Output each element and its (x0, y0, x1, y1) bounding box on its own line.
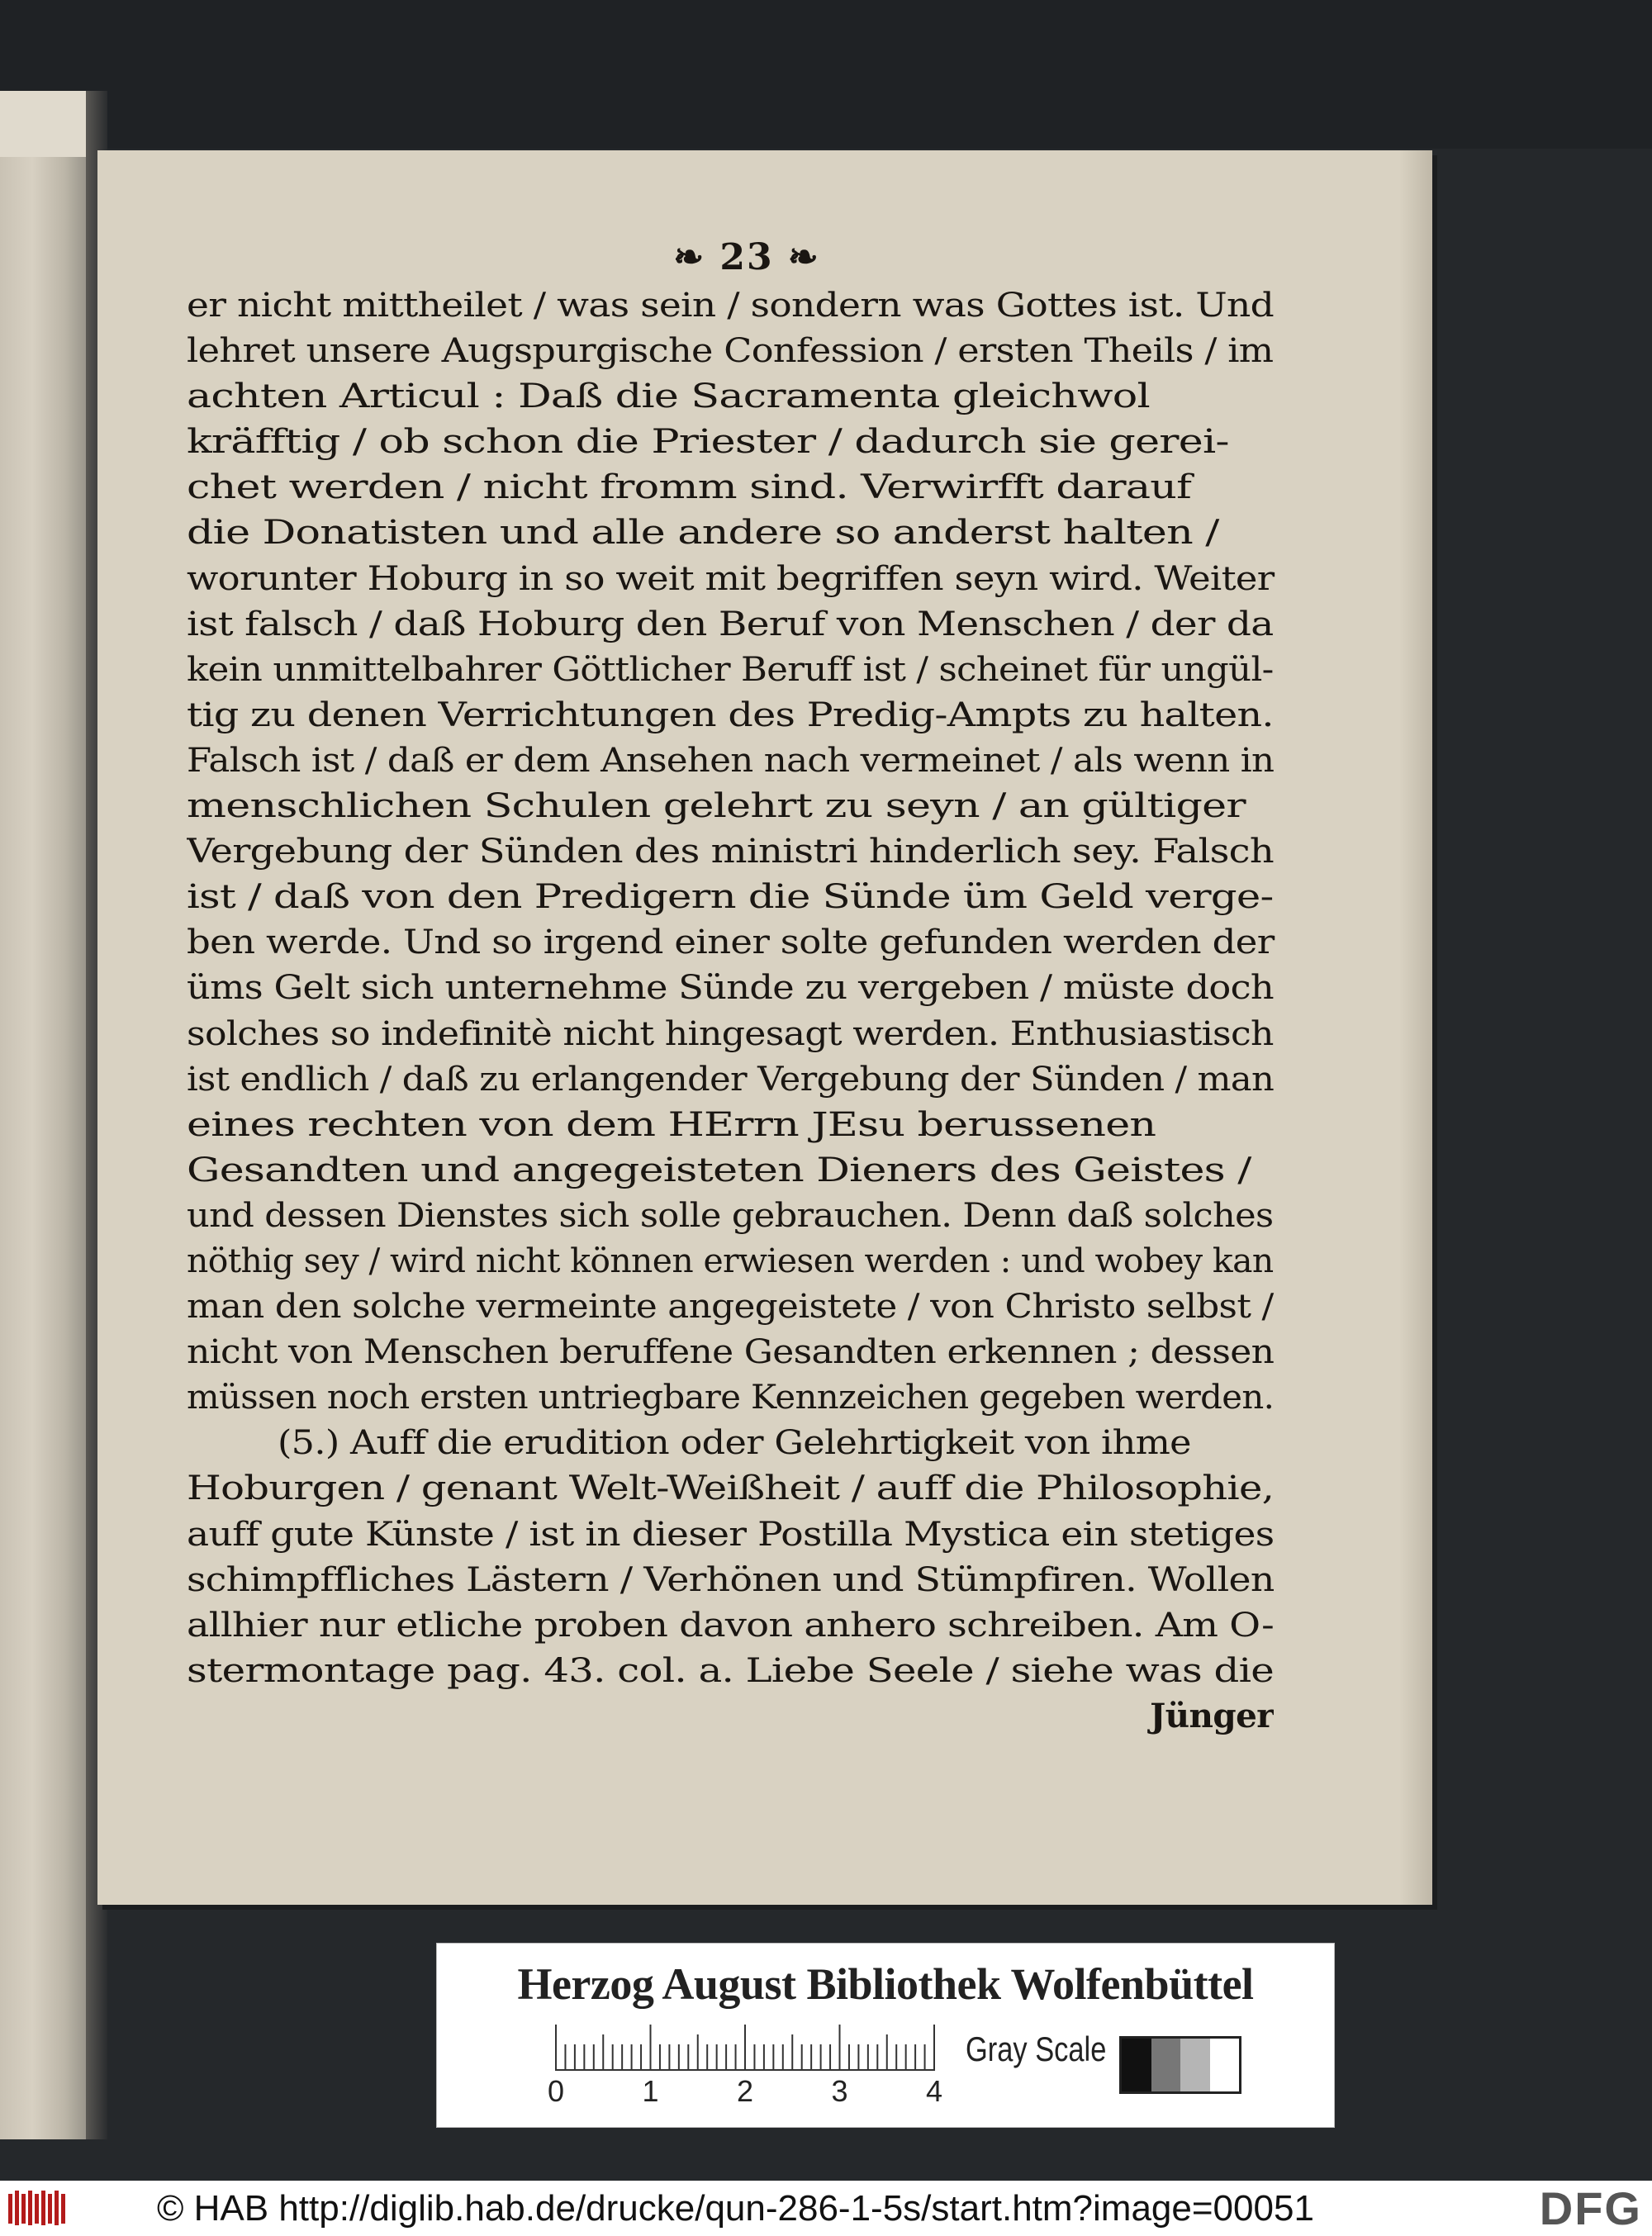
text-line: ist falsch / daß Hoburg den Beruf von Menschen / der da (187, 603, 1274, 643)
gray-swatch (1180, 2039, 1210, 2091)
footer-source-link[interactable]: © HAB http://diglib.hab.de/drucke/qun-286-1-5s/start.htm?image=00051 (157, 2188, 1314, 2229)
text-line: die Donatisten und alle andere so anderst halten / (187, 512, 1219, 553)
ruler-label: 0 (547, 2074, 565, 2108)
text-line: nicht von Menschen beruffene Gesandten erkennen ; dessen (187, 1332, 1275, 1372)
gray-scale-swatches (1119, 2036, 1241, 2094)
text-line: müssen noch ersten untriegbare Kennzeichen gegeben werden. (187, 1377, 1275, 1417)
text-line: Falsch ist / daß er dem Ansehen nach vermeinet / als wenn in (187, 739, 1275, 780)
text-line: solches so indefinitè nicht hingesagt werden. Enthusiastisch (187, 1013, 1274, 1053)
text-line: Vergebung der Sünden des ministri hinderlich sey. Falsch (187, 831, 1275, 871)
page-text (187, 233, 1274, 1739)
text-line: kein unmittelbahrer Göttlicher Beruff ist / scheinet für ungül- (187, 648, 1274, 689)
dfg-logo: DFG (1539, 2182, 1642, 2234)
text-line: er nicht mittheilet / was sein / sondern was Gottes ist. Und (187, 285, 1275, 325)
catchword: Jünger (1150, 1695, 1274, 1735)
text-line: menschlichen Schulen gelehrt zu seyn / an gültiger (187, 786, 1246, 826)
text-line: Hoburgen / genant Welt-Weißheit / auff die Philosophie, (187, 1468, 1275, 1508)
text-line: man den solche vermeinte angegeistete / von Christo selbst / (187, 1286, 1274, 1327)
text-line: tig zu denen Verrichtungen des Predig-Ampts zu halten. (187, 694, 1274, 734)
text-line: nöthig sey / wird nicht können erwiesen werden : und wobey kan (187, 1240, 1274, 1280)
text-line: ist endlich / daß zu erlangender Vergebung der Sünden / man (187, 1058, 1275, 1099)
ruler-label: 3 (831, 2074, 848, 2108)
page-number: ❧ 23 ❧ (673, 236, 820, 278)
text-line: üms Gelt sich unternehme Sünde zu vergeben / müste doch (187, 967, 1275, 1008)
gray-swatch (1210, 2039, 1240, 2091)
previous-page-edge (0, 91, 93, 2139)
gray-scale-label: Gray Scale (966, 2029, 1107, 2068)
text-line: eines rechten von dem HErrn JEsu berussenen (187, 1104, 1156, 1144)
footer-bar (0, 2181, 1652, 2236)
text-line: ben werde. Und so irgend einer solte gefunden werden der (187, 922, 1275, 962)
text-lines (187, 282, 1274, 1693)
text-line: schimpffliches Lästern / Verhönen und Stümpfiren. Wollen (187, 1559, 1275, 1599)
scanned-page (97, 150, 1432, 1905)
text-line: allhier nur etliche proben davon anhero schreiben. Am O- (187, 1604, 1275, 1645)
ruler-label: 2 (736, 2074, 754, 2108)
gray-swatch (1151, 2039, 1181, 2091)
hab-logo-icon (7, 2187, 68, 2229)
previous-page-corner (0, 91, 93, 157)
text-line: chet werden / nicht fromm sind. Verwirfft darauf (187, 467, 1192, 507)
text-line: achten Articul : Daß die Sacramenta gleichwol (187, 376, 1150, 416)
text-line: worunter Hoburg in so weit mit begriffen seyn wird. Weiter (187, 558, 1275, 598)
text-line: auff gute Künste / ist in dieser Postilla Mystica ein stetiges (187, 1513, 1275, 1554)
text-line: (5.) Auff die erudition oder Gelehrtigkeit von ihme (277, 1422, 1191, 1463)
text-line: lehret unsere Augspurgische Confession / ersten Theils / im (187, 330, 1274, 371)
ruler-label: 4 (925, 2074, 943, 2108)
ruler-label: 1 (642, 2074, 659, 2108)
card-title: Herzog August Bibliothek Wolfenbüttel (517, 1959, 1254, 2009)
gray-swatch (1122, 2039, 1151, 2091)
calibration-card (436, 1943, 1335, 2128)
scanner-bed-top (0, 0, 1652, 149)
text-line: ist / daß von den Predigern die Sünde üm Geld verge- (187, 876, 1274, 917)
text-line: kräfftig / ob schon die Priester / dadurch sie gerei- (187, 421, 1229, 462)
text-line: Gesandten und angegeisteten Dieners des Geistes / (187, 1149, 1251, 1189)
ruler-scale (553, 2025, 938, 2071)
text-line: stermontage pag. 43. col. a. Liebe Seele / siehe was die (187, 1650, 1275, 1690)
text-line: und dessen Dienstes sich solle gebrauchen. Denn daß solches (187, 1194, 1274, 1235)
